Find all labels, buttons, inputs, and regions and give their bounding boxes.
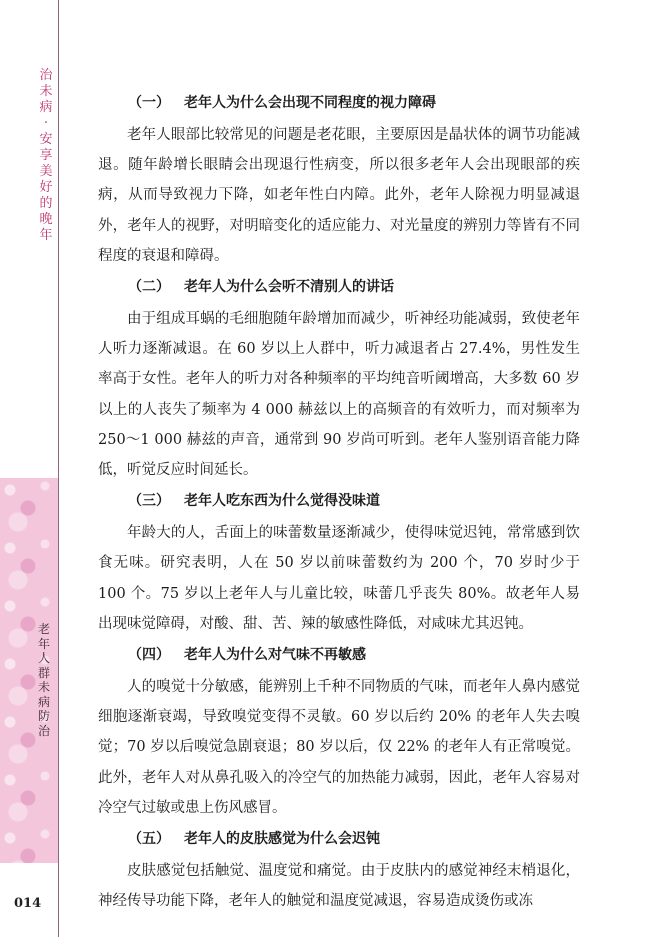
section-heading [98, 271, 580, 304]
heading-title: 老年人为什么会出现不同程度的视力障碍 [184, 95, 436, 111]
section-title: 老年人群未病防治 [37, 622, 50, 738]
section-paragraph: 老年人眼部比较常见的问题是老花眼，主要原因是晶状体的调节功能减退。随年龄增长眼睛会出现退行性病变，所以很多老年人会出现眼部的疾病，从而导致视力下降，如老年性白内障。此外，老年人除视力明显减退外，老年人的视野，对明暗变化的适应能力、对光量度的辨别力等皆有不同程度的衰退和障碍。 [98, 127, 580, 264]
section-heading [98, 87, 580, 120]
heading-title: 老年人的皮肤感觉为什么会迟钝 [184, 831, 380, 848]
book-title: 治未病·安享美好的晚年 [39, 68, 53, 243]
heading-title: 老年人为什么对气味不再敏感 [184, 647, 366, 664]
section-heading [98, 639, 580, 672]
page-content [98, 87, 580, 916]
section-heading [98, 485, 580, 518]
heading-number: （五） [128, 831, 170, 848]
heading-title: 老年人为什么会听不清别人的讲话 [184, 279, 394, 296]
section-paragraph: 人的嗅觉十分敏感，能辨别上千种不同物质的气味，而老年人鼻内感觉细胞逐渐衰竭，导致嗅觉变得不灵敏。60 岁以后约 20% 的老年人失去嗅觉；70 岁以后嗅觉急剧衰退；80 岁以后，仅 22% 的老年人有正常嗅觉。此外，老年人对从鼻孔吸入的冷空气的加热能力减弱，因此，老年人容易对冷空气过敏或患上伤风感冒。 [98, 679, 580, 816]
heading-title: 老年人吃东西为什么觉得没味道 [184, 493, 380, 510]
heading-number: （三） [128, 493, 170, 510]
section-paragraph: 年龄大的人，舌面上的味蕾数量逐渐减少，使得味觉迟钝，常常感到饮食无味。研究表明，人在 50 岁以前味蕾数约为 200 个，70 岁时少于 100 个。75 岁以上老年人与儿童比较，味蕾几乎丧失 80%。故老年人易出现味觉障碍，对酸、甜、苦、辣的敏感性降低，对咸味尤其迟钝。 [98, 525, 580, 632]
page-number: 014 [14, 896, 42, 911]
heading-number: （一） [128, 95, 170, 111]
section-heading [98, 823, 580, 856]
section-paragraph: 皮肤感觉包括触觉、温度觉和痛觉。由于皮肤内的感觉神经末梢退化，神经传导功能下降，老年人的触觉和温度觉减退，容易造成烫伤或冻 [98, 863, 580, 910]
page-sidebar [0, 0, 59, 937]
heading-number: （二） [128, 279, 170, 296]
heading-number: （四） [128, 647, 170, 664]
section-paragraph: 由于组成耳蜗的毛细胞随年龄增加而减少，听神经功能减弱，致使老年人听力逐渐减退。在 60 岁以上人群中，听力减退者占 27.4%，男性发生率高于女性。老年人的听力对各种频率的平均纯音听阈增高，大多数 60 岁以上的人丧失了频率为 4 000 赫兹以上的高频音的有效听力，而对频率为 250～1 000 赫兹的声音，通常到 90 岁尚可听到。老年人鉴别语音能力降低，听觉反应时间延长。 [98, 311, 580, 479]
